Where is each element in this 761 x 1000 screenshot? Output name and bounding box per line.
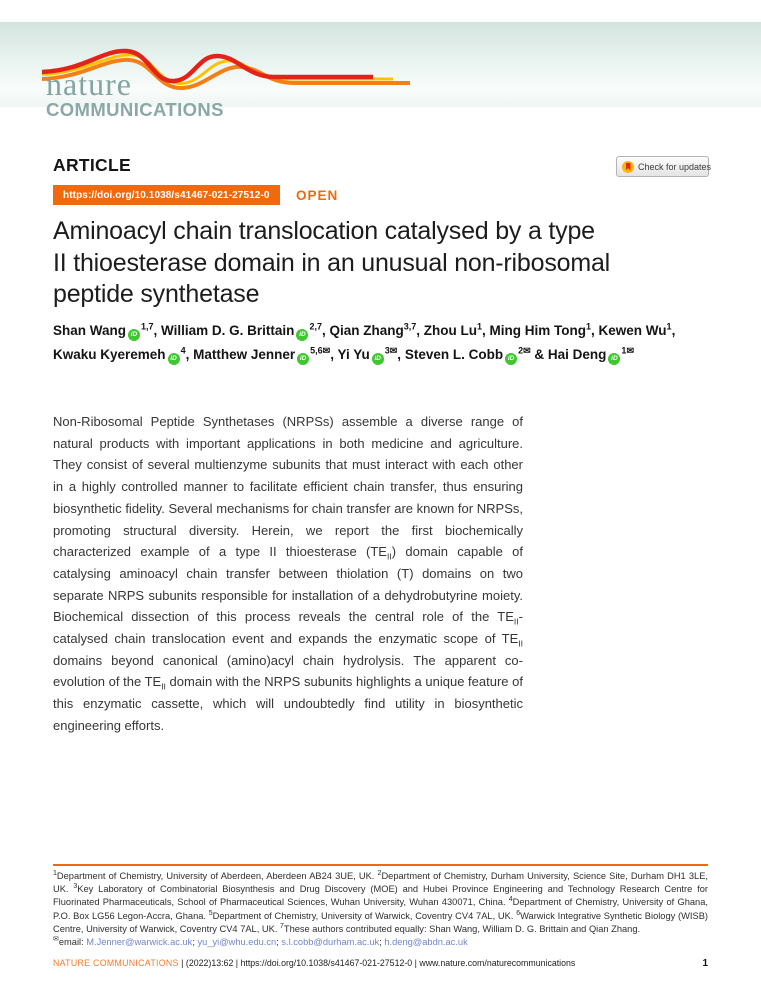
masthead-banner <box>0 22 761 120</box>
envelope-icon: ✉ <box>523 345 531 356</box>
author-affiliation-sup: 1 <box>666 321 672 332</box>
open-access-label: OPEN <box>296 188 339 203</box>
affiliation-number: 4 <box>508 896 513 904</box>
author-name: Shan Wang <box>53 323 126 338</box>
author-name: Zhou Lu <box>423 323 477 338</box>
envelope-icon: ✉ <box>626 345 634 356</box>
orcid-icon[interactable]: iD <box>168 353 180 365</box>
title-line-3: peptide synthetase <box>53 280 260 308</box>
author-affiliation-sup: 5,6✉ <box>310 345 331 356</box>
doi-link-badge[interactable]: https://doi.org/10.1038/s41467-021-27512-0 <box>53 185 280 205</box>
bookmark-icon <box>626 163 631 171</box>
crossmark-icon <box>622 161 634 173</box>
affiliation-number: 7 <box>279 922 284 930</box>
author-name: Kewen Wu <box>598 323 667 338</box>
orcid-icon[interactable]: iD <box>296 329 308 341</box>
email-link[interactable]: h.deng@abdn.ac.uk <box>384 937 468 948</box>
email-link[interactable]: M.Jenner@warwick.ac.uk <box>86 937 193 948</box>
page-footer <box>53 958 708 969</box>
page-number: 1 <box>702 958 708 969</box>
article-title <box>53 216 723 311</box>
envelope-icon: ✉ <box>389 345 398 356</box>
envelope-icon: ✉ <box>322 345 331 356</box>
subscript-text: II <box>161 682 166 693</box>
author-name: Qian Zhang <box>329 323 404 338</box>
title-line-2: II thioesterase domain in an unusual non-ribosomal <box>53 248 611 277</box>
author-name: William D. G. Brittain <box>161 323 295 338</box>
author-affiliation-sup: 1✉ <box>621 345 634 356</box>
check-for-updates-button[interactable] <box>616 156 712 177</box>
author-affiliation-sup: 1 <box>476 321 482 332</box>
author-affiliation-sup: 1 <box>586 321 592 332</box>
author-affiliation-sup: 3✉ <box>384 345 398 356</box>
author-affiliation-sup: 4 <box>180 345 186 356</box>
footnote-divider <box>53 864 708 866</box>
author-name: Kwaku Kyeremeh <box>53 347 166 362</box>
orcid-icon[interactable]: iD <box>128 329 140 341</box>
author-affiliation-sup: 3,7 <box>403 321 417 332</box>
orcid-icon[interactable]: iD <box>297 353 309 365</box>
affiliation-number: 5 <box>208 909 213 917</box>
journal-logo-nature: nature <box>46 66 132 102</box>
title-line-1: Aminoacyl chain translocation catalysed by a type <box>53 217 595 245</box>
author-affiliation-sup: 2✉ <box>518 345 531 356</box>
affiliation-number: 3 <box>73 883 78 891</box>
orcid-icon[interactable]: iD <box>372 353 384 365</box>
affiliation-number: 1 <box>53 869 57 877</box>
abstract-text: Non-Ribosomal Peptide Synthetases (NRPSs) assemble a diverse range of natural products with important applications in both medicine and agriculture. They consist of several multienzyme subunits that must interact with each other in a highly controlled manner to facilitate efficient chain transfer, thus ensuring biosynthetic fidelity. Several mechanisms for chain transfer are known for NRPSs, promoting structural diversity. Herein, we report the first biochemically characterized example of a type II thioesterase $(TE_{II})$ domain capable of catalysing aminoacyl chain transfer between thiolation (T) domains on two separate NRPS subunits responsible for installation of a dehydrobutyrine moiety. Biochemical dissection of this process reveals the central role of the $TE_{II}$-catalysed chain translocation event and expands the enzymatic scope of $TE_{II}$ domains beyond canonical (amino)acyl chain hydrolysis. The apparent co-evolution of the $TE_{II}$ domain with the NRPS subunits highlights a unique feature of this enzymatic cassette, which will undoubtedly find utility in biosynthetic engineering efforts. <box>53 414 523 733</box>
author-affiliation-sup: 1,7 <box>141 321 154 332</box>
subscript-text: II <box>513 616 519 627</box>
affiliation-number: 6 <box>516 909 521 917</box>
author-name: Matthew Jenner <box>193 347 296 362</box>
check-for-updates-label: Check for updates <box>638 161 712 172</box>
affiliations-text: $^1$Department of Chemistry, University of Aberdeen, Aberdeen AB24 3UE, UK. $^2$Department of Chemistry, Durham University, Science Site, Durham DH1 3LE, UK. $^3$Key Laboratory of Combinatorial Biosynthesis and Drug Discovery (MOE) and Hubei Province Engineering and Technology Research Centre for Fluorinated Pharmaceuticals, School of Pharmaceutical Sciences, Wuhan University, Wuhan 430071, China. $^4$Department of Chemistry, University of Ghana, P.O. Box LG56 Legon-Accra, Ghana. $^5$Department of Chemistry, University of Warwick, Coventry CV4 7AL, UK. $^6$Warwick Integrative Synthetic Biology (WISB) Centre, University of Warwick, Coventry CV4 7AL, UK. $^7$These authors contributed equally: Shan Wang, William D. G. Brittain and Qian Zhang. <box>53 869 709 934</box>
subscript-text: II <box>518 638 523 649</box>
footnotes-block <box>53 870 708 949</box>
journal-logo-communications: COMMUNICATIONS <box>46 99 224 120</box>
affiliation-number: 2 <box>377 869 382 877</box>
footer-citation <box>53 958 575 968</box>
corresponding-email-line: ✉email: M.Jenner@warwick.ac.uk; yu_yi@whu.edu.cn; s.l.cobb@durham.ac.uk; h.deng@abdn.ac.uk <box>53 935 468 948</box>
author-name: Steven L. Cobb <box>404 347 504 362</box>
orcid-icon[interactable]: iD <box>505 353 517 365</box>
author-list: Shan Wang iD$^{1,7}$, William D. G. Brittain iD$^{2,7}$, Qian Zhang$^{3,7}$, Zhou Lu$^1$, Ming Him Tong$^1$, Kewen Wu$^1$, Kwaku Kyeremeh $iD^4$, Matthew Jenner $iD^{5,6✉}$, Yi Yu $iD^{3✉}$, Steven L. Cobb $iD^{2✉}$ & Hai Deng $iD^{1✉}$ <box>53 319 705 367</box>
email-link[interactable]: yu_yi@whu.edu.cn <box>197 937 277 948</box>
footer-citation-rest: | (2022)13:62 | https://doi.org/10.1038/s41467-021-27512-0 | www.nature.com/naturecommunications <box>178 958 576 968</box>
author-name: Ming Him Tong <box>489 323 586 338</box>
email-link[interactable]: s.l.cobb@durham.ac.uk <box>281 937 380 948</box>
article-type-label: ARTICLE <box>53 155 131 175</box>
author-name: Yi Yu <box>337 347 370 362</box>
subscript-text: II <box>386 551 392 562</box>
envelope-icon: ✉ <box>53 935 59 943</box>
author-affiliation-sup: 2,7 <box>309 321 322 332</box>
author-name: Hai Deng <box>547 347 607 362</box>
footer-journal-name: NATURE COMMUNICATIONS <box>53 958 179 968</box>
orcid-icon[interactable]: iD <box>608 353 620 365</box>
